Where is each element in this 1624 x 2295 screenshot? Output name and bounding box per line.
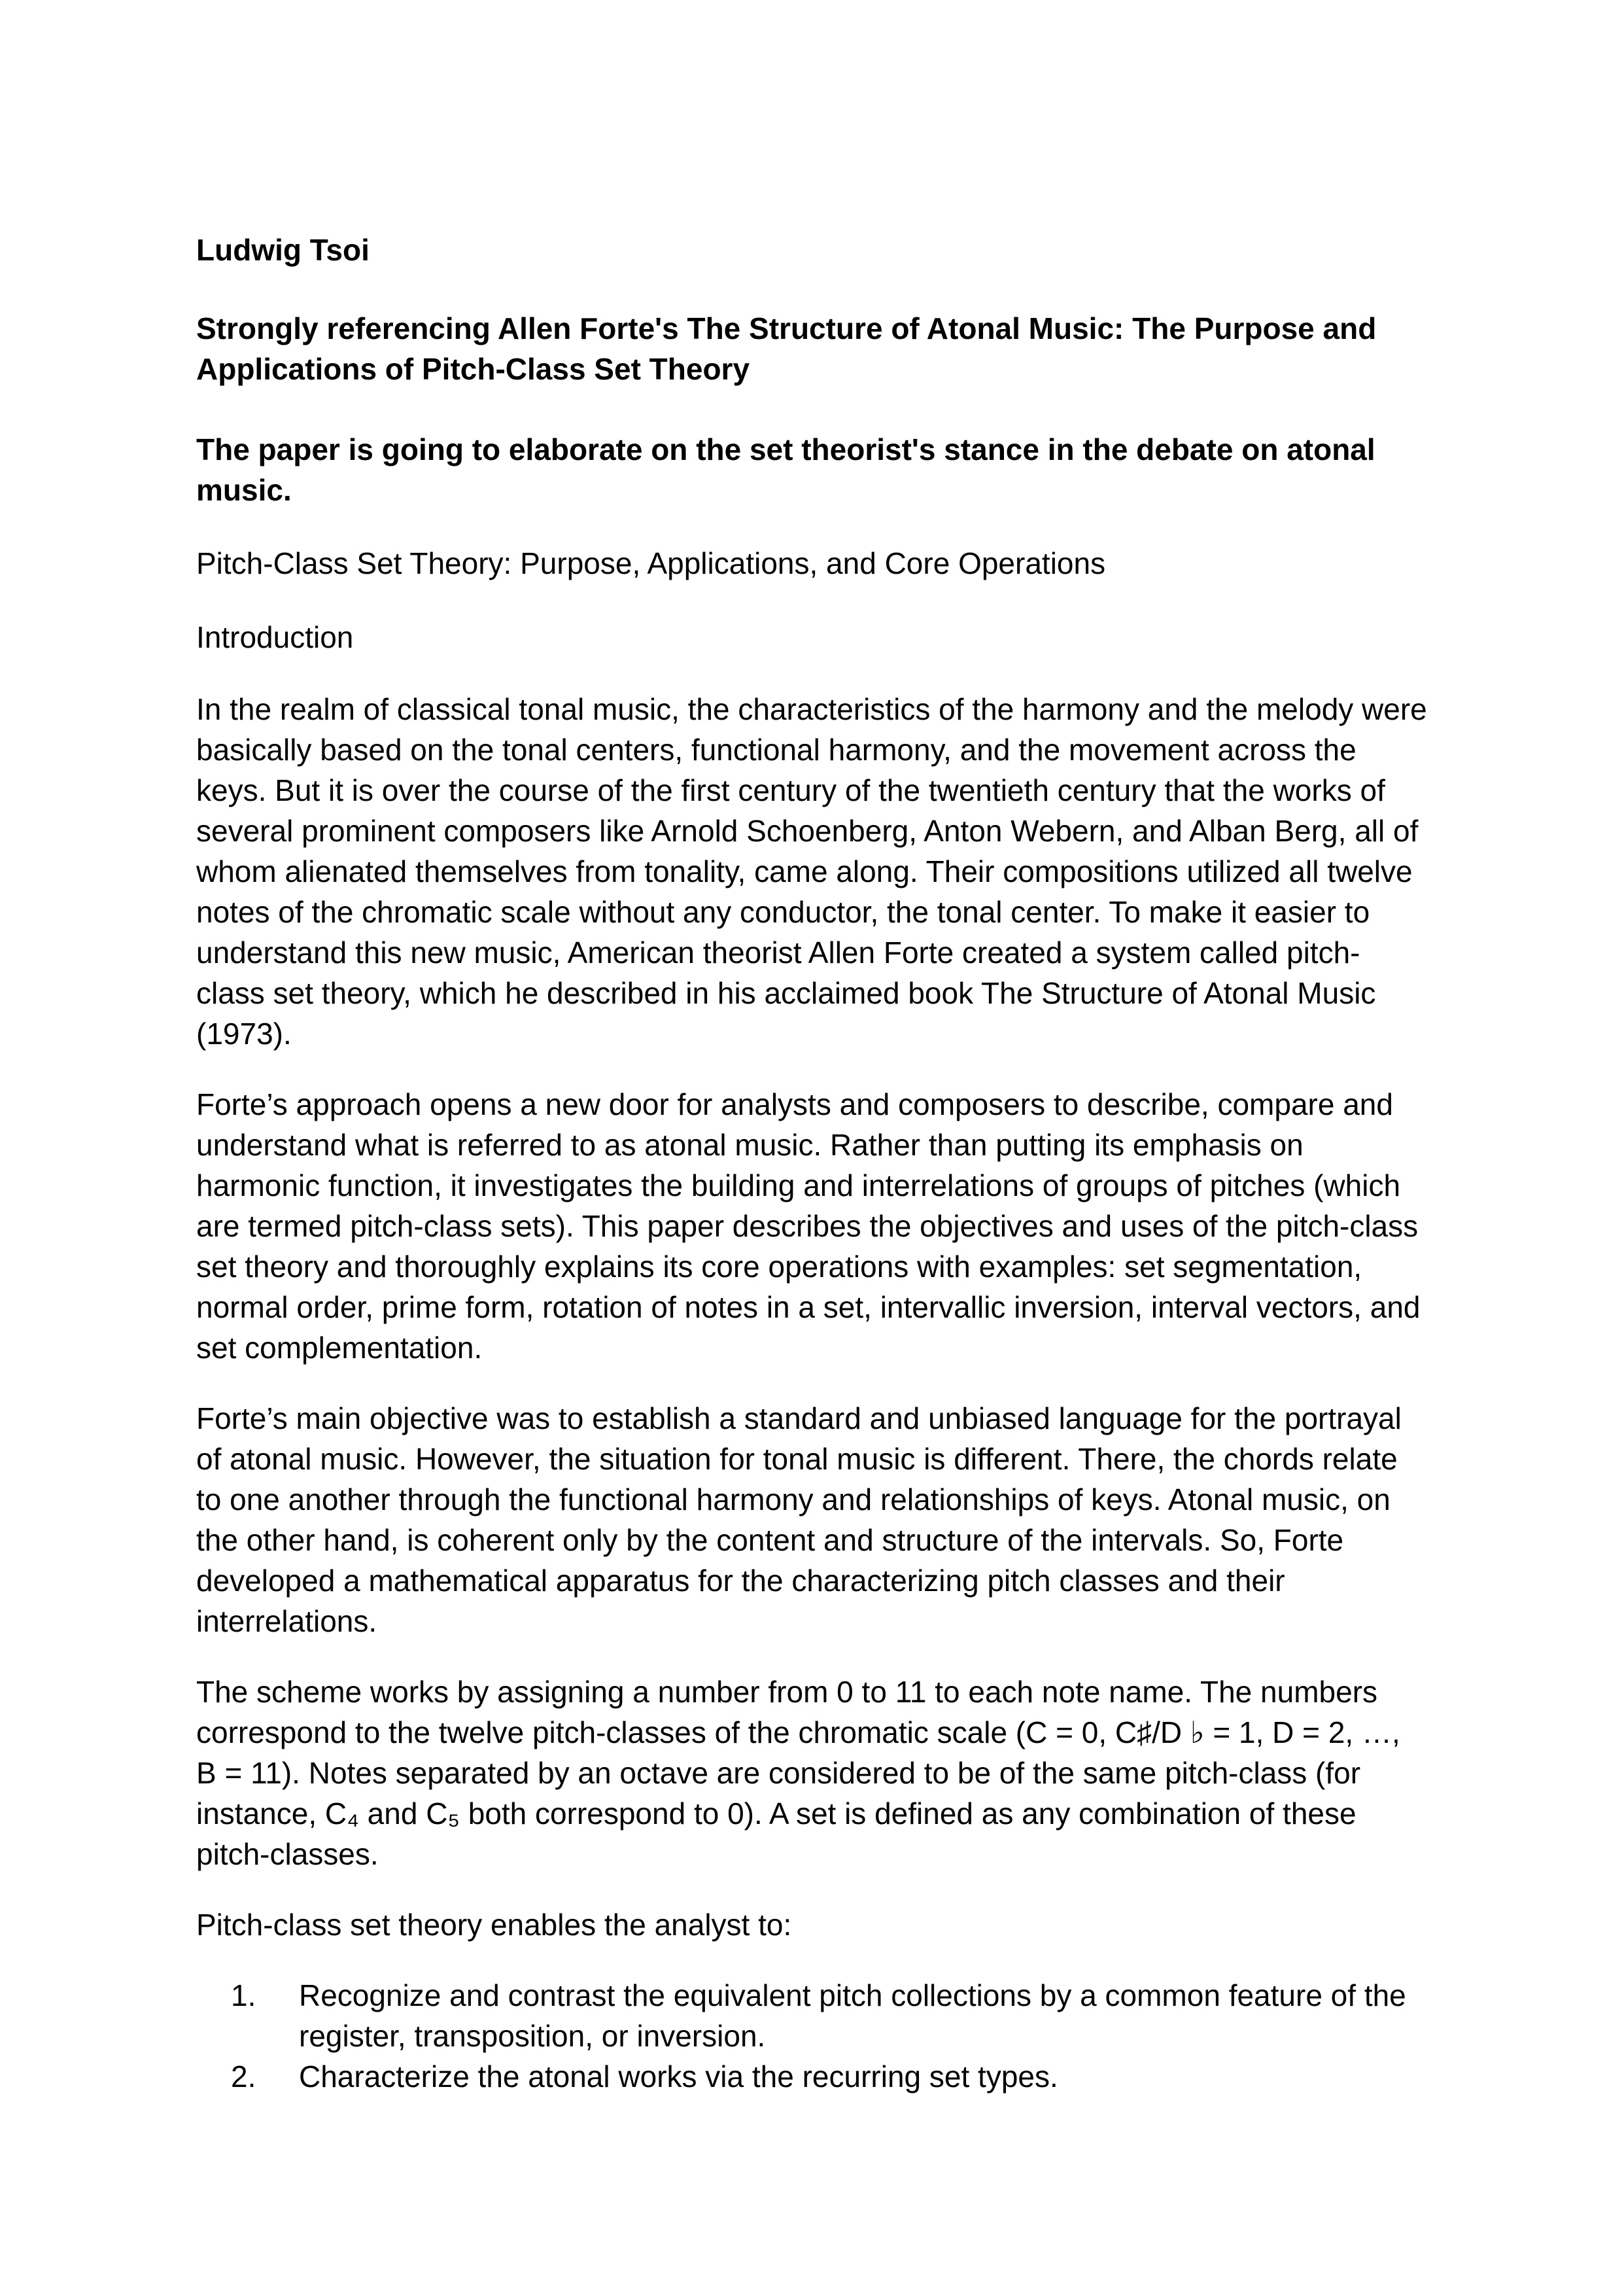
paragraph-forte-objective: Forte’s main objective was to establish a standard and unbiased language for the portrayal of atonal music. However, the situation for tonal music is different. There, the chords relate to one another through the functional harmony and relationships of keys. Atonal music, on the other hand, is coherent only by the content and structure of the intervals. So, Forte developed a mathematical apparatus for the characterizing pitch classes and their interrelations. [196,1401,1402,1638]
subsection-heading-introduction: Introduction [196,620,354,654]
paragraph-tonal-music-background: In the realm of classical tonal music, the characteristics of the harmony and the melody were basically based on the tonal centers, functional harmony, and the movement across the keys. But it is over the course of the first century of the twentieth century that the works of several prominent composers like Arnold Schoenberg, Anton Webern, and Alban Berg, all of whom alienated themselves from tonality, came along. Their compositions utilized all twelve notes of the chromatic scale without any conductor, the tonal center. To make it easier to understand this new music, American theorist Allen Forte created a system called pitch-class set theory, which he described in his acclaimed book The Structure of Atonal Music (1973). [196,692,1427,1051]
paragraph-numbering-scheme: The scheme works by assigning a number from 0 to 11 to each note name. The numbers correspond to the twelve pitch-classes of the chromatic scale (C = 0, C♯/D ♭ = 1, D = 2, …, B = 11). Notes separated by an octave are considered to be of the same pitch-class (for instance, C₄ and C₅ both correspond to 0). A set is defined as any combination of these pitch-classes. [196,1675,1400,1871]
list-item [196,2056,1428,2097]
list-intro: Pitch-class set theory enables the analyst to: [196,1908,792,1942]
list-item-number: 2. [231,2059,256,2094]
document-title: Strongly referencing Allen Forte's The Structure of Atonal Music: The Purpose and Applications of Pitch-Class Set Theory [196,311,1377,386]
author-line: Ludwig Tsoi [196,233,370,267]
list-item-text: Recognize and contrast the equivalent pitch collections by a common feature of the register, transposition, or inversion. [299,1978,1406,2053]
list-item-text: Characterize the atonal works via the recurring set types. [299,2059,1058,2094]
list-item-number: 1. [231,1978,256,2012]
paragraph-forte-approach: Forte’s approach opens a new door for analysts and composers to describe, compare and understand what is referred to as atonal music. Rather than putting its emphasis on harmonic function, it investigates the building and interrelations of groups of pitches (which are termed pitch-class sets). This paper describes the objectives and uses of the pitch-class set theory and thoroughly explains its core operations with examples: set segmentation, normal order, prime form, rotation of notes in a set, intervallic inversion, interval vectors, and set complementation. [196,1087,1421,1365]
section-heading: Pitch-Class Set Theory: Purpose, Applications, and Core Operations [196,546,1106,580]
thesis-statement: The paper is going to elaborate on the set theorist's stance in the debate on atonal music. [196,432,1375,507]
numbered-list [196,1975,1428,2097]
list-item [196,1975,1428,2056]
